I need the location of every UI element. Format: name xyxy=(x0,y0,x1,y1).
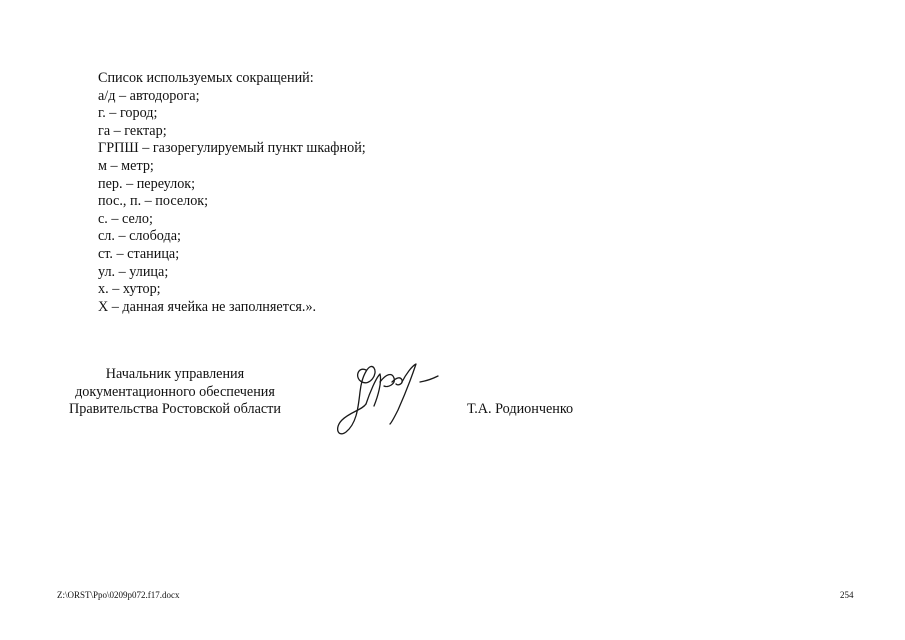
abbreviations-title: Список используемых сокращений: xyxy=(98,70,314,86)
abbreviation-item: ГРПШ – газорегулируемый пункт шкафной; xyxy=(98,140,366,157)
abbreviation-item: м – метр; xyxy=(98,157,154,174)
abbreviation-item: Х – данная ячейка не заполняется.». xyxy=(98,298,317,315)
handwritten-signature xyxy=(336,352,446,442)
abbreviation-item: га – гектар; xyxy=(98,122,167,139)
footer-file-path: Z:\ORST\Ppo\0209p072.f17.docx xyxy=(57,590,180,600)
abbreviation-item: с. – село; xyxy=(98,210,153,227)
signer-name: Т.А. Родионченко xyxy=(467,401,574,417)
abbreviation-item: ст. – станица; xyxy=(98,245,180,262)
abbreviation-item: г. – город; xyxy=(98,105,158,122)
signatory-position-line: документационного обеспечения xyxy=(75,383,275,400)
abbreviation-item: сл. – слобода; xyxy=(98,228,181,245)
abbreviations-list xyxy=(98,70,366,316)
abbreviation-item: ул. – улица; xyxy=(98,263,169,280)
page-number: 254 xyxy=(840,590,854,600)
signatory-position xyxy=(40,366,310,419)
abbreviation-item: а/д – автодорога; xyxy=(98,87,200,104)
abbreviation-item: пер. – переулок; xyxy=(98,175,196,192)
signatory-position-line: Начальник управления xyxy=(105,366,245,382)
signatory-position-line: Правительства Ростовской области xyxy=(69,401,281,418)
abbreviation-item: пос., п. – поселок; xyxy=(98,193,209,210)
abbreviation-item: х. – хутор; xyxy=(98,281,161,298)
